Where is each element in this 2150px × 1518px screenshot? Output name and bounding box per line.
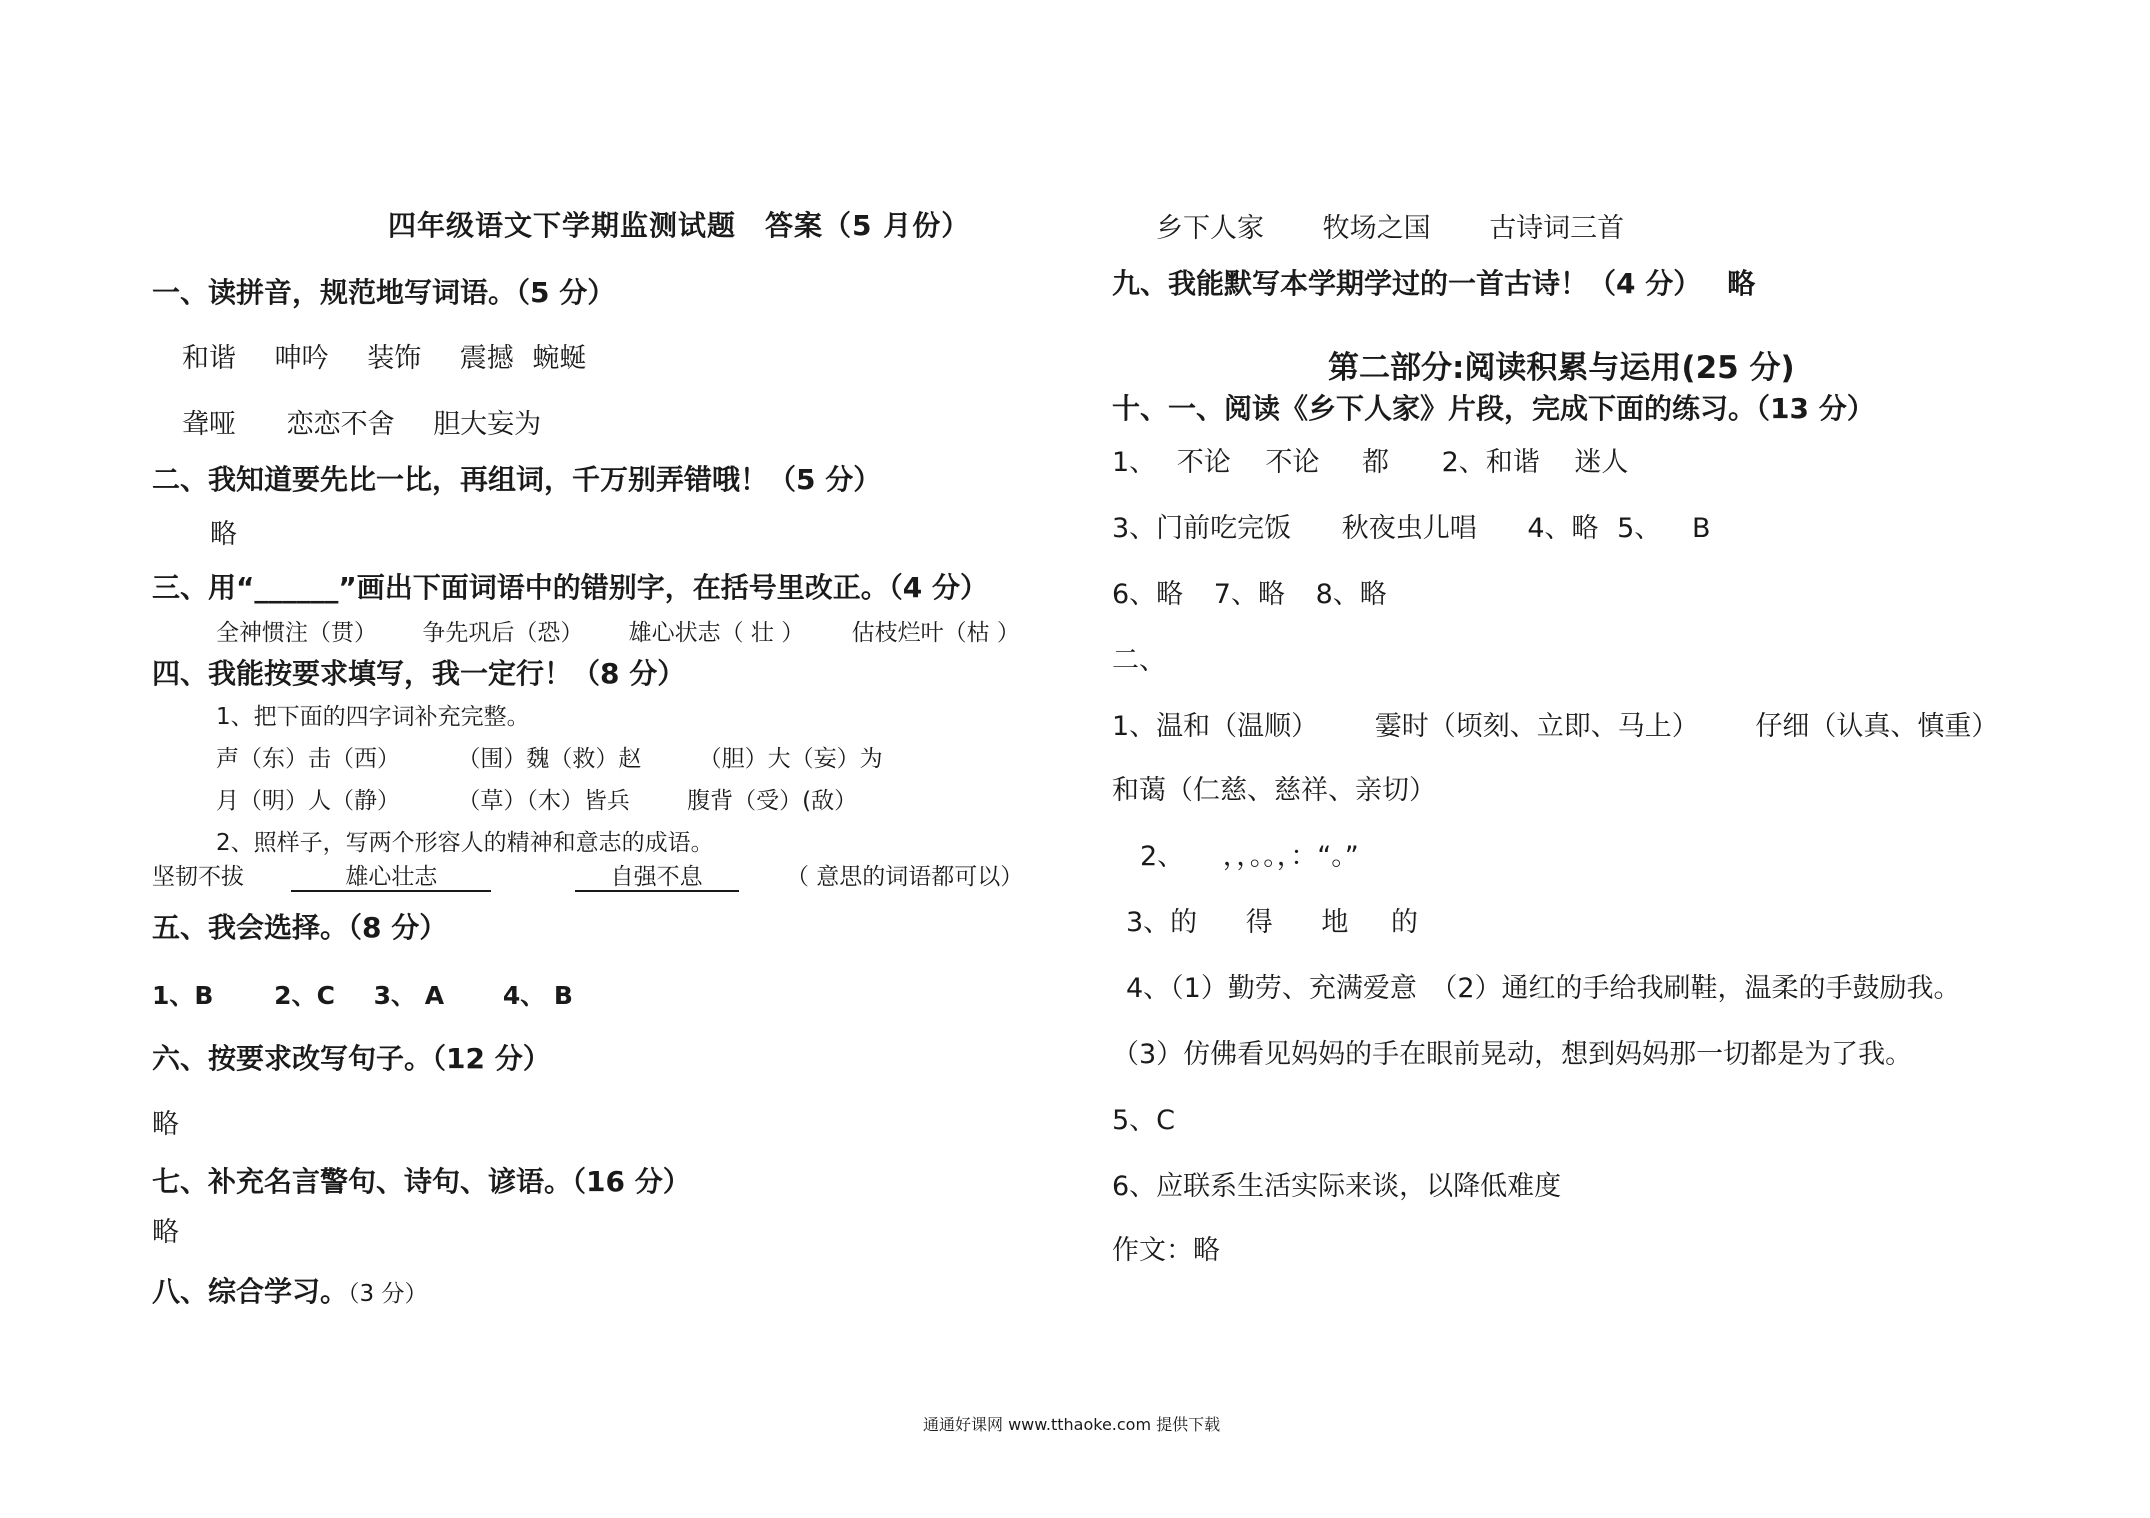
punctuation-answer: ，，。。，：“。”: [1222, 841, 1359, 872]
section-6-answer: 略: [152, 1109, 179, 1140]
part-2-title: 第二部分:阅读积累与运用(25 分): [1328, 350, 1795, 386]
section-5-answers: [152, 976, 573, 1012]
idiom-answer: 声（东）击（西）: [216, 746, 400, 772]
answer-text: 不论: [1265, 447, 1320, 478]
section-8-answers: [1156, 206, 1624, 245]
lesson-title: 古诗词三首: [1489, 213, 1625, 244]
answer-blank-2: 自强不息: [575, 864, 739, 892]
answer-text: 1、温和（温顺）: [1112, 711, 1319, 742]
section-4-q1: 1、把下面的四字词补充完整。: [216, 704, 530, 730]
word: 胆大妄为: [433, 409, 542, 440]
section-11-line-8: 6、应联系生活实际来谈，以降低难度: [1112, 1171, 1562, 1202]
section-2-answer: 略: [210, 519, 237, 550]
section-10-line-2: [1112, 506, 1710, 545]
section-9-heading: [1112, 262, 1755, 302]
answer-text: 8、略: [1315, 579, 1387, 610]
section-4-row-2: [216, 782, 857, 815]
section-11-line-6: （3）仿佛看见妈妈的手在眼前晃动，想到妈妈那一切都是为了我。: [1112, 1039, 1913, 1070]
idiom-answer: （草）（木）皆兵: [457, 788, 630, 814]
answer-text: 2、和谐: [1441, 447, 1540, 478]
choice-answer: 1、B: [152, 981, 214, 1010]
word: 装饰: [367, 343, 422, 374]
answer-text: 2、: [1140, 841, 1185, 872]
word: 聋哑: [182, 409, 236, 440]
footer-credit: 通通好课网 www.tthaoke.com 提供下载: [923, 1415, 1221, 1434]
section-8-title: 八、综合学习。: [152, 1275, 349, 1308]
section-3-heading: 三、用“______”画出下面词语中的错别字，在括号里改正。（4 分）: [152, 571, 989, 604]
section-11-line-7: 5、C: [1112, 1105, 1176, 1136]
answer-text: 4、略: [1527, 513, 1599, 544]
idiom-answer: 月（明）人（静）: [216, 788, 400, 814]
idiom-answer: （围）魏（救）赵: [457, 746, 642, 772]
correction-item: 雄心状志（ 壮 ）: [628, 620, 805, 646]
section-11-line-9: 作文：略: [1112, 1235, 1220, 1266]
answer-text: 的: [1390, 907, 1418, 938]
correction-item: 争先巩后（恐）: [422, 620, 584, 646]
answer-text: 1、: [1112, 447, 1157, 478]
section-4-heading: 四、我能按要求填写，我一定行！（8 分）: [152, 657, 686, 690]
answer-text: 5、: [1617, 513, 1662, 544]
section-4-row-1: [216, 740, 883, 773]
section-7-answer: 略: [152, 1217, 179, 1248]
section-11-line-1: [1112, 704, 1998, 743]
word: 恋恋不舍: [286, 409, 395, 440]
section-11-line-5: 4、（1）勤劳、充满爱意 （2）通红的手给我刷鞋，温柔的手鼓励我。: [1126, 973, 1961, 1004]
section-10-line-1: [1112, 440, 1628, 479]
answer-text: B: [1691, 513, 1711, 544]
choice-answer: 3、 A: [373, 981, 445, 1010]
answer-text: 6、略: [1112, 579, 1184, 610]
section-8-points: （3 分）: [348, 1281, 428, 1307]
section-3-items: [216, 614, 1020, 647]
answer-text: 7、略: [1213, 579, 1285, 610]
answer-text: 仔细（认真、慎重）: [1755, 711, 1999, 742]
section-7-heading: 七、补充名言警句、诗句、谚语。（16 分）: [152, 1165, 691, 1198]
section-6-heading: 六、按要求改写句子。（12 分）: [152, 1042, 551, 1075]
section-4-q2: 2、照样子，写两个形容人的精神和意志的成语。: [216, 830, 714, 856]
answer-text: 迷人: [1574, 447, 1629, 478]
lesson-title: 乡下人家: [1156, 213, 1264, 244]
section-2-heading: 二、我知道要先比一比，再组词，千万别弄错哦！（5 分）: [152, 463, 882, 496]
example-idiom: 坚韧不拔: [152, 864, 244, 890]
answer-blank-1: 雄心壮志: [291, 864, 491, 892]
correction-item: 估枝烂叶（枯 ）: [851, 620, 1020, 646]
answer-text: 3、的: [1126, 907, 1198, 938]
word: 震撼: [459, 343, 514, 374]
answer-text: 都: [1361, 447, 1389, 478]
answer-text: 霎时（顷刻、立即、马上）: [1374, 711, 1699, 742]
section-10-heading: 十、一、阅读《乡下人家》片段，完成下面的练习。（13 分）: [1112, 392, 1875, 425]
choice-answer: 4、 B: [502, 981, 573, 1010]
correction-item: 全神惯注（贯）: [216, 620, 377, 646]
section-9-answer: 略: [1727, 267, 1756, 300]
section-11-heading: 二、: [1112, 645, 1166, 676]
section-11-line-3: [1140, 834, 1359, 873]
answer-text: 3、门前吃完饭: [1112, 513, 1292, 544]
section-11-line-2: 和蔼（仁慈、慈祥、亲切）: [1112, 775, 1436, 806]
answer-text: 得: [1245, 907, 1273, 938]
section-11-line-4: [1126, 900, 1418, 939]
lesson-title: 牧场之国: [1322, 213, 1431, 244]
section-9-title: 九、我能默写本学期学过的一首古诗！（4 分）: [1112, 267, 1702, 300]
section-1-row-2: [182, 402, 541, 441]
word: 和谐: [182, 343, 236, 374]
section-1-row-1: [182, 336, 586, 375]
answer-text: 地: [1321, 907, 1349, 938]
idiom-answer: 腹背（受）(敌）: [687, 788, 858, 814]
section-1-heading: 一、读拼音，规范地写词语。（5 分）: [152, 276, 616, 309]
section-4-example-line: [152, 858, 1023, 892]
document-title: 四年级语文下学期监测试题 答案（5 月份）: [388, 209, 971, 242]
answer-note: （ 意思的词语都可以）: [785, 864, 1024, 890]
answer-text: 秋夜虫儿唱: [1341, 513, 1477, 544]
choice-answer: 2、C: [274, 981, 335, 1010]
section-8-heading: [152, 1270, 427, 1310]
word: 呻吟: [274, 343, 329, 374]
answer-text: 不论: [1176, 447, 1231, 478]
section-10-line-3: [1112, 572, 1387, 611]
section-5-heading: 五、我会选择。（8 分）: [152, 911, 448, 944]
idiom-answer: （胆）大（妄）为: [698, 746, 883, 772]
word: 蜿蜒: [532, 343, 587, 374]
